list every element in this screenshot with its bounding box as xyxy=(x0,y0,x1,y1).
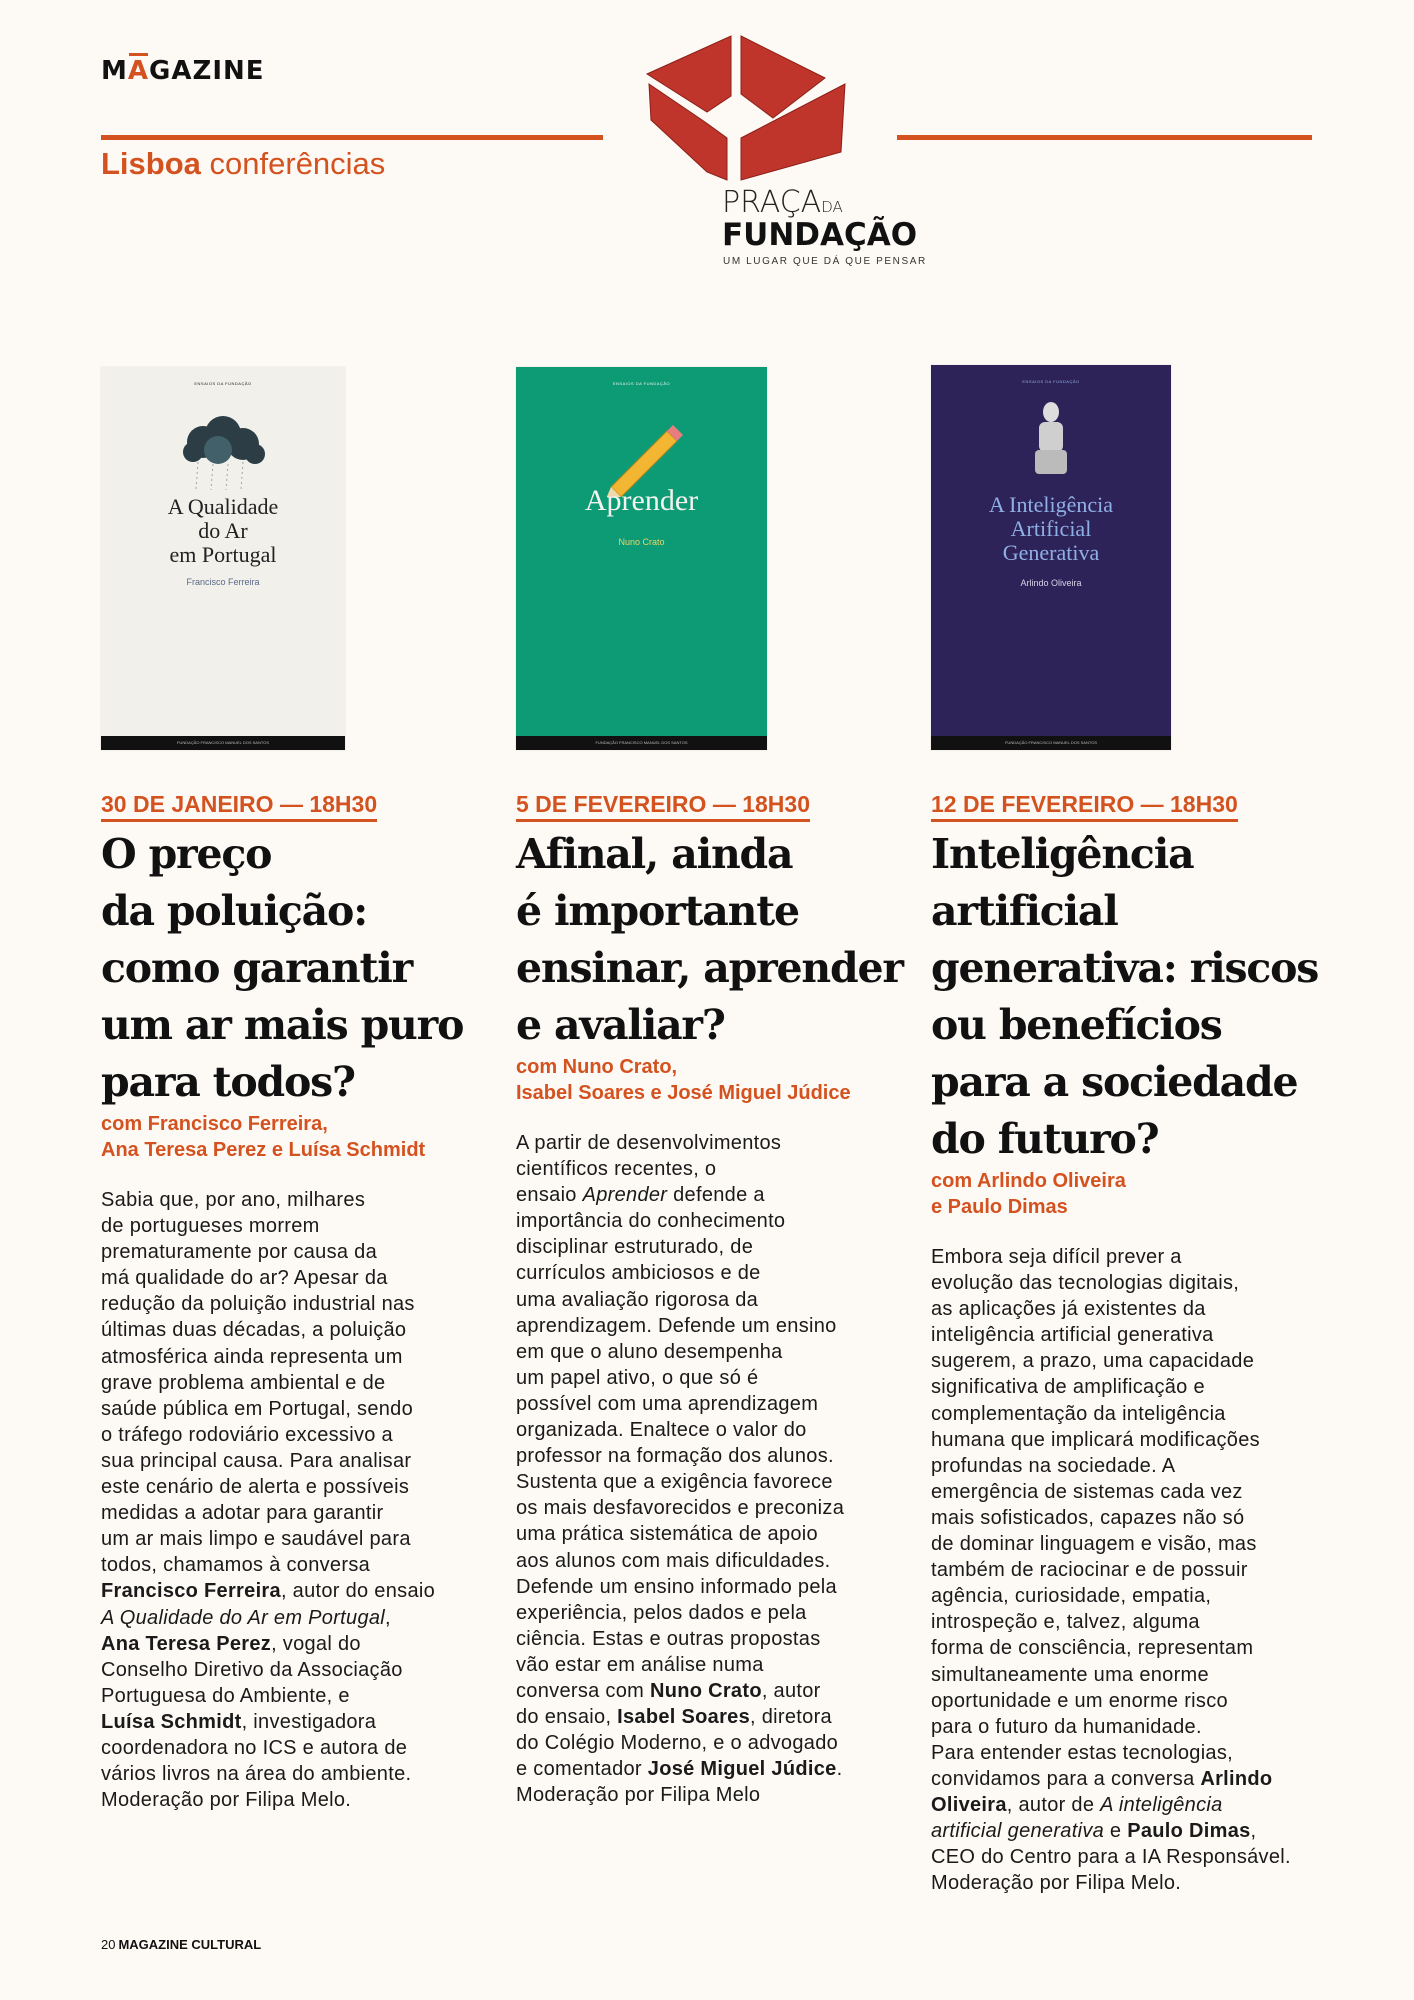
text-segment: possível com uma aprendizagem xyxy=(516,1392,819,1415)
description-line xyxy=(516,1756,906,1782)
divider-right xyxy=(897,135,1312,140)
divider-left xyxy=(101,135,603,140)
text-segment: Defende um ensino informado pela xyxy=(516,1575,837,1598)
description-line xyxy=(101,1709,491,1735)
description-line xyxy=(516,1600,906,1626)
event-speakers xyxy=(516,1054,906,1106)
text-segment: convidamos para a conversa xyxy=(931,1767,1201,1790)
event-description xyxy=(101,1187,491,1813)
book-title-line: em Portugal xyxy=(169,542,277,567)
speaker-name: Luísa Schmidt xyxy=(101,1710,242,1733)
text-segment: vários livros na área do ambiente. xyxy=(101,1763,412,1786)
description-line xyxy=(101,1448,491,1474)
event-date: 5 DE FEVEREIRO — 18H30 xyxy=(516,790,810,822)
logo-part: GAZINE xyxy=(149,56,265,86)
event-title-line: um ar mais puro xyxy=(101,1001,464,1049)
section-label: conferências xyxy=(209,146,386,181)
text-segment: Sabia que, por ano, milhares xyxy=(101,1189,366,1211)
description-line xyxy=(931,1531,1321,1557)
book-author: Nuno Crato xyxy=(618,537,665,547)
description-line xyxy=(101,1265,491,1291)
description-line xyxy=(101,1500,491,1526)
description-line xyxy=(931,1714,1321,1740)
text-segment: . xyxy=(836,1758,843,1781)
text-segment: vão estar em análise numa xyxy=(516,1653,764,1676)
description-line xyxy=(931,1374,1321,1400)
book-cover xyxy=(516,367,767,750)
text-segment: , xyxy=(385,1606,391,1629)
text-segment: conversa com xyxy=(516,1679,650,1702)
text-segment: experiência, pelos dados e pela xyxy=(516,1601,807,1624)
description-line xyxy=(931,1870,1321,1896)
text-segment: de dominar linguagem e visão, mas xyxy=(931,1533,1257,1556)
book-publisher: FUNDAÇÃO FRANCISCO MANUEL DOS SANTOS xyxy=(516,736,767,750)
text-segment: sua principal causa. Para analisar xyxy=(101,1449,412,1472)
text-segment: Conselho Diretivo da Associação xyxy=(101,1658,403,1681)
text-segment: de portugueses morrem xyxy=(101,1215,320,1238)
description-line xyxy=(931,1635,1321,1661)
book-series: ENSAIOS DA FUNDAÇÃO xyxy=(194,381,252,386)
description-line xyxy=(931,1505,1321,1531)
book-title-line: Aprender xyxy=(584,484,699,517)
description-line xyxy=(101,1422,491,1448)
text-segment: , diretora xyxy=(750,1706,832,1729)
text-segment: todos, chamamos à conversa xyxy=(101,1554,371,1577)
event-title-line: generativa: riscos xyxy=(931,944,1319,992)
description-line xyxy=(931,1557,1321,1583)
event-title-line: da poluição: xyxy=(101,887,368,935)
publication-name: MAGAZINE CULTURAL xyxy=(118,1937,262,1952)
brand-tagline: UM LUGAR QUE DÁ QUE PENSAR xyxy=(723,256,927,267)
description-line xyxy=(516,1260,906,1286)
text-segment: uma prática sistemática de apoio xyxy=(516,1523,818,1546)
book-series: ENSAIOS DA FUNDAÇÃO xyxy=(1022,379,1080,384)
description-line xyxy=(516,1313,906,1339)
speakers-line: Ana Teresa Perez e Luísa Schmidt xyxy=(101,1139,426,1161)
event-title-line: artificial xyxy=(931,887,1118,935)
description-line xyxy=(101,1552,491,1578)
text-segment: e comentador xyxy=(516,1758,648,1781)
text-segment: para o futuro da humanidade. xyxy=(931,1715,1202,1738)
text-segment: um papel ativo, o que só é xyxy=(516,1366,759,1389)
text-segment: aos alunos com mais dificuldades. xyxy=(516,1549,831,1572)
text-segment: profundas na sociedade. A xyxy=(931,1454,1176,1477)
description-line xyxy=(516,1730,906,1756)
book-cover xyxy=(931,365,1171,750)
description-line xyxy=(516,1365,906,1391)
speaker-name: José Miguel Júdice xyxy=(647,1758,837,1781)
text-segment: sugerem, a prazo, uma capacidade xyxy=(931,1350,1255,1373)
text-segment: emergência de sistemas cada vez xyxy=(931,1480,1243,1503)
speaker-name: Francisco Ferreira xyxy=(101,1580,281,1603)
text-segment: redução da poluição industrial nas xyxy=(101,1293,415,1316)
description-line xyxy=(931,1792,1321,1818)
description-line xyxy=(516,1391,906,1417)
text-segment: grave problema ambiental e de xyxy=(101,1371,386,1394)
description-line xyxy=(101,1370,491,1396)
text-segment: forma de consciência, representam xyxy=(931,1637,1254,1660)
description-line xyxy=(931,1766,1321,1792)
event-title-line: para a sociedade xyxy=(931,1058,1298,1106)
event-title-line: como garantir xyxy=(101,944,413,992)
description-line xyxy=(931,1662,1321,1688)
book-title xyxy=(516,485,767,517)
description-line xyxy=(931,1740,1321,1766)
text-segment: humana que implicará modificações xyxy=(931,1428,1260,1451)
event-title-line: é importante xyxy=(516,887,799,935)
description-line xyxy=(516,1234,906,1260)
text-segment: significativa de amplificação e xyxy=(931,1376,1205,1399)
speakers-line: e Paulo Dimas xyxy=(931,1196,1068,1218)
description-line xyxy=(101,1344,491,1370)
logo-part: M xyxy=(101,56,128,86)
description-line xyxy=(516,1626,906,1652)
section-heading xyxy=(101,146,385,182)
event-speakers xyxy=(101,1111,491,1163)
text-segment: inteligência artificial generativa xyxy=(931,1324,1214,1347)
text-segment: currículos ambiciosos e de xyxy=(516,1262,761,1285)
text-segment: A partir de desenvolvimentos xyxy=(516,1132,782,1154)
text-segment: saúde pública em Portugal, sendo xyxy=(101,1397,414,1420)
speaker-name: Oliveira xyxy=(931,1793,1007,1816)
book-title xyxy=(931,493,1171,565)
text-segment: do ensaio, xyxy=(516,1706,618,1729)
book-title-reference: artificial generativa xyxy=(931,1820,1105,1843)
text-segment: Moderação por Filipa Melo xyxy=(516,1784,761,1807)
event-column xyxy=(101,790,491,1813)
book-series: ENSAIOS DA FUNDAÇÃO xyxy=(612,381,671,386)
description-line xyxy=(101,1317,491,1343)
book-cover xyxy=(101,367,345,750)
text-segment: simultaneamente uma enorme xyxy=(931,1663,1209,1686)
book-author: Arlindo Oliveira xyxy=(1020,578,1082,588)
text-segment: evolução das tecnologias digitais, xyxy=(931,1272,1240,1295)
description-line xyxy=(101,1578,491,1604)
text-segment: também de raciocinar e de possuir xyxy=(931,1559,1248,1582)
text-segment: ensaio xyxy=(516,1184,583,1207)
text-segment: este cenário de alerta e possíveis xyxy=(101,1476,410,1499)
description-line xyxy=(101,1735,491,1761)
text-segment: em que o aluno desempenha xyxy=(516,1340,783,1363)
text-segment: oportunidade e um enorme risco xyxy=(931,1689,1228,1712)
text-segment: , autor de xyxy=(1006,1793,1101,1816)
book-title-reference: Aprender xyxy=(582,1184,668,1207)
text-segment: , xyxy=(1250,1820,1257,1843)
description-line xyxy=(516,1443,906,1469)
description-line xyxy=(101,1605,491,1631)
text-segment: CEO do Centro para a IA Responsável. xyxy=(931,1846,1291,1869)
event-title xyxy=(931,826,1321,1168)
description-line xyxy=(101,1683,491,1709)
speakers-line: com Francisco Ferreira, xyxy=(101,1113,328,1135)
book-publisher: FUNDAÇÃO FRANCISCO MANUEL DOS SANTOS xyxy=(931,736,1171,750)
description-line xyxy=(516,1130,906,1156)
text-segment: prematuramente por causa da xyxy=(101,1241,378,1264)
text-segment: as aplicações já existentes da xyxy=(931,1298,1206,1321)
description-line xyxy=(101,1657,491,1683)
text-segment: , vogal do xyxy=(271,1632,361,1655)
description-line xyxy=(931,1296,1321,1322)
praca-da-fundacao-cube-logo xyxy=(645,34,850,182)
text-segment: , autor xyxy=(761,1679,821,1702)
event-title xyxy=(101,826,491,1111)
text-segment: má qualidade do ar? Apesar da xyxy=(101,1267,388,1290)
description-line xyxy=(516,1469,906,1495)
speakers-line: com Arlindo Oliveira xyxy=(931,1170,1126,1192)
event-column xyxy=(931,790,1321,1896)
event-speakers xyxy=(931,1168,1321,1220)
event-title-line: Inteligência xyxy=(931,830,1194,878)
rain-cloud-icon xyxy=(163,412,283,497)
book-publisher: FUNDAÇÃO FRANCISCO MANUEL DOS SANTOS xyxy=(101,736,345,750)
text-segment: Sustenta que a exigência favorece xyxy=(516,1471,833,1494)
description-line xyxy=(931,1244,1321,1270)
description-line xyxy=(931,1348,1321,1374)
text-segment: o tráfego rodoviário excessivo a xyxy=(101,1423,393,1446)
robot-thinker-icon xyxy=(1026,400,1076,485)
text-segment: , autor do ensaio xyxy=(280,1580,436,1603)
text-segment: importância do conhecimento xyxy=(516,1210,786,1233)
description-line xyxy=(931,1427,1321,1453)
description-line xyxy=(516,1287,906,1313)
magazine-logo xyxy=(101,56,265,86)
description-line xyxy=(516,1208,906,1234)
brand-da: DA xyxy=(821,198,843,216)
description-line xyxy=(516,1182,906,1208)
text-segment: Para entender estas tecnologias, xyxy=(931,1741,1234,1764)
book-title-line: Artificial xyxy=(1010,516,1092,541)
text-segment: Embora seja difícil prever a xyxy=(931,1246,1182,1268)
text-segment: os mais desfavorecidos e preconiza xyxy=(516,1497,845,1520)
book-title-line: A Qualidade xyxy=(167,494,279,519)
page-number: 20 xyxy=(101,1937,116,1952)
description-line xyxy=(931,1270,1321,1296)
book-title xyxy=(101,495,345,567)
text-segment: , investigadora xyxy=(241,1710,377,1733)
event-title-line: O preço xyxy=(101,830,272,878)
description-line xyxy=(931,1583,1321,1609)
text-segment: Moderação por Filipa Melo. xyxy=(931,1872,1182,1895)
text-segment: defende a xyxy=(667,1184,765,1207)
text-segment: professor na formação dos alunos. xyxy=(516,1445,834,1468)
text-segment: coordenadora no ICS e autora de xyxy=(101,1736,408,1759)
description-line xyxy=(101,1291,491,1317)
description-line xyxy=(516,1548,906,1574)
description-line xyxy=(101,1631,491,1657)
speaker-name: Isabel Soares xyxy=(617,1706,751,1729)
event-description xyxy=(516,1130,906,1808)
book-title-line: do Ar xyxy=(198,518,248,543)
event-title-line: Afinal, ainda xyxy=(516,830,793,878)
text-segment: Portuguesa do Ambiente, e xyxy=(101,1684,350,1707)
description-line xyxy=(101,1187,491,1213)
text-segment: Moderação por Filipa Melo. xyxy=(101,1789,352,1812)
description-line xyxy=(101,1239,491,1265)
description-line xyxy=(516,1704,906,1730)
description-line xyxy=(931,1844,1321,1870)
speaker-name: Paulo Dimas xyxy=(1127,1820,1251,1843)
description-line xyxy=(931,1401,1321,1427)
text-segment: complementação da inteligência xyxy=(931,1402,1226,1425)
event-title-line: do futuro? xyxy=(931,1115,1159,1163)
text-segment: um ar mais limpo e saudável para xyxy=(101,1528,411,1551)
description-line xyxy=(516,1574,906,1600)
description-line xyxy=(101,1787,491,1813)
event-title xyxy=(516,826,906,1054)
book-title-reference: A inteligência xyxy=(1100,1793,1223,1816)
text-segment: uma avaliação rigorosa da xyxy=(516,1288,759,1311)
event-title-line: ensinar, aprender xyxy=(516,944,903,992)
brand-praca: PRAÇA xyxy=(722,185,822,220)
speaker-name: Nuno Crato xyxy=(649,1679,762,1702)
description-line xyxy=(101,1761,491,1787)
text-segment: disciplinar estruturado, de xyxy=(516,1236,754,1259)
book-title-reference: A Qualidade do Ar em Portugal xyxy=(101,1606,386,1629)
section-city: Lisboa xyxy=(101,146,201,181)
description-line xyxy=(101,1396,491,1422)
description-line xyxy=(516,1339,906,1365)
speakers-line: com Nuno Crato, xyxy=(516,1056,678,1078)
event-title-line: para todos? xyxy=(101,1058,355,1106)
event-title-line: e avaliar? xyxy=(516,1001,725,1049)
logo-accent: A xyxy=(127,56,149,86)
text-segment: científicos recentes, o xyxy=(516,1158,717,1181)
text-segment: organizada. Enaltece o valor do xyxy=(516,1419,807,1442)
description-line xyxy=(101,1474,491,1500)
text-segment: mais sofisticados, capazes não só xyxy=(931,1506,1245,1529)
text-segment: e xyxy=(1104,1820,1128,1843)
description-line xyxy=(516,1652,906,1678)
description-line xyxy=(101,1526,491,1552)
speakers-line: Isabel Soares e José Miguel Júdice xyxy=(516,1082,851,1104)
text-segment: introspeção e, talvez, alguma xyxy=(931,1611,1200,1634)
description-line xyxy=(516,1417,906,1443)
text-segment: aprendizagem. Defende um ensino xyxy=(516,1314,837,1337)
description-line xyxy=(931,1479,1321,1505)
description-line xyxy=(931,1818,1321,1844)
event-title-line: ou benefícios xyxy=(931,1001,1222,1049)
text-segment: agência, curiosidade, empatia, xyxy=(931,1585,1212,1608)
description-line xyxy=(931,1688,1321,1714)
description-line xyxy=(101,1213,491,1239)
book-title-line: A Inteligência xyxy=(988,492,1113,517)
event-date: 12 DE FEVEREIRO — 18H30 xyxy=(931,790,1238,822)
description-line xyxy=(516,1782,906,1808)
book-title-line: Generativa xyxy=(1002,540,1100,565)
description-line xyxy=(931,1322,1321,1348)
speaker-name: Arlindo xyxy=(1200,1767,1273,1790)
event-column xyxy=(516,790,906,1808)
page-footer xyxy=(101,1937,261,1952)
text-segment: últimas duas décadas, a poluição xyxy=(101,1319,407,1342)
description-line xyxy=(516,1678,906,1704)
event-description xyxy=(931,1244,1321,1896)
event-date: 30 DE JANEIRO — 18H30 xyxy=(101,790,377,822)
text-segment: do Colégio Moderno, e o advogado xyxy=(516,1732,839,1755)
text-segment: ciência. Estas e outras propostas xyxy=(516,1627,821,1650)
book-author: Francisco Ferreira xyxy=(186,577,260,587)
description-line xyxy=(516,1156,906,1182)
description-line xyxy=(931,1609,1321,1635)
brand-fundacao: FUNDAÇÃO xyxy=(722,217,918,253)
text-segment: medidas a adotar para garantir xyxy=(101,1502,384,1525)
description-line xyxy=(516,1521,906,1547)
speaker-name: Ana Teresa Perez xyxy=(101,1632,272,1655)
description-line xyxy=(516,1495,906,1521)
text-segment: atmosférica ainda representa um xyxy=(101,1345,403,1368)
description-line xyxy=(931,1453,1321,1479)
